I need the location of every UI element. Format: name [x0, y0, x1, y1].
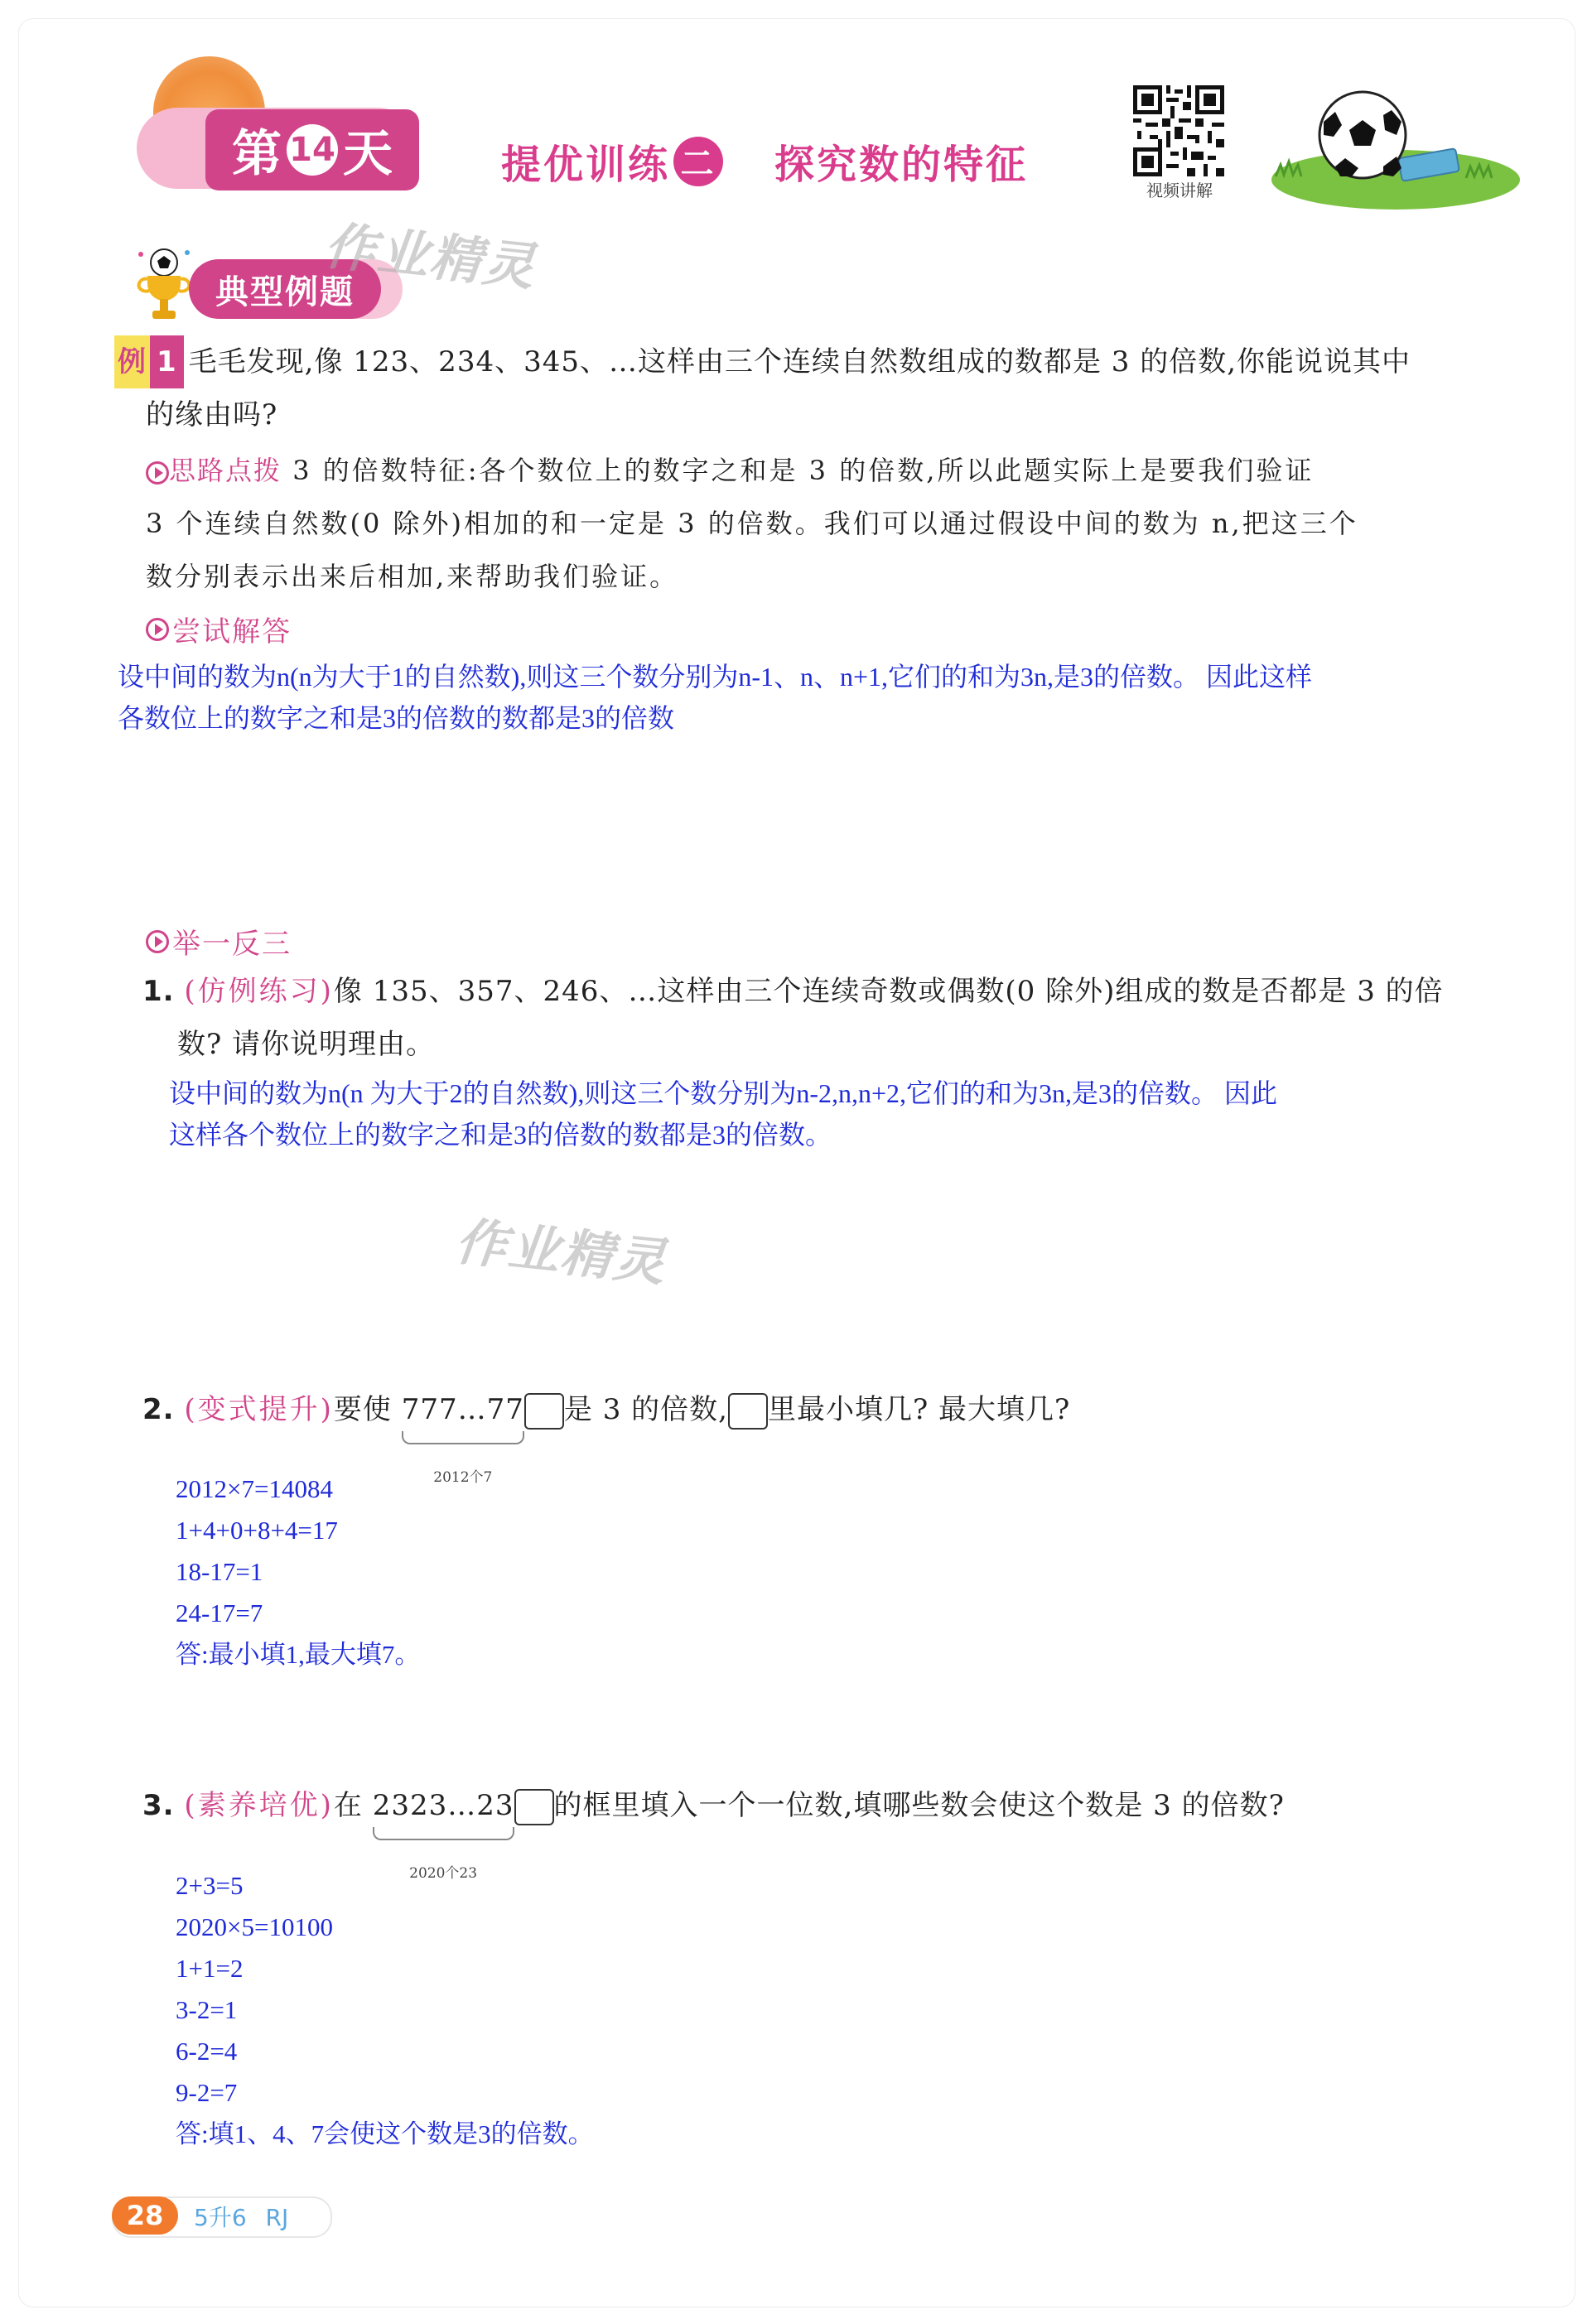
question-2-answer-line-2: 1+4+0+8+4=17: [176, 1516, 338, 1545]
example-answer-line1: 设中间的数为n(n为大于1的自然数),则这三个数分别为n-1、n、n+1,它们的和为3n,是3的倍数。 因此这样: [118, 662, 1313, 692]
hint-play-icon: [146, 461, 169, 485]
example-question-text1: 毛毛发现,像 123、234、345、…这样由三个连续自然数组成的数都是 3 的倍数,你能说说其中: [188, 345, 1411, 378]
practice-heading: [146, 921, 292, 962]
question-1-answer-line2: 这样各个数位上的数字之和是3的倍数的数都是3的倍数。: [169, 1120, 832, 1150]
question-1-text2: 数? 请你说明理由。: [177, 1028, 436, 1061]
hint-text2: 3 个连续自然数(0 除外)相加的和一定是 3 的倍数。我们可以通过假设中间的数为 n,把这三个: [146, 508, 1358, 539]
question-3: [142, 1779, 1501, 1882]
hint-label: 思路点拨: [169, 455, 282, 486]
question-3-brace-label: 2020个23: [409, 1865, 478, 1882]
example-question: [114, 335, 1498, 441]
try-heading: [146, 609, 292, 649]
question-3-number: 3.: [142, 1789, 175, 1822]
practice-label: 举一反三: [172, 928, 292, 961]
question-3-answer-line-7: 答:填1、4、7会使这个数是3的倍数。: [176, 2119, 594, 2148]
question-3-answer: [176, 1865, 594, 2155]
example-question-text2: 的缘由吗?: [146, 398, 278, 432]
example-question-line1: [114, 335, 1498, 388]
example-label: 例: [114, 335, 150, 388]
section-tag: 典型例题: [189, 259, 381, 319]
question-3-answer-line-3: 1+1=2: [176, 1954, 244, 1983]
practice-play-icon: [146, 930, 169, 953]
question-3-answer-line-5: 6-2=4: [176, 2037, 238, 2066]
example-answer: [118, 656, 1509, 739]
hint-text3: 数分别表示出来后相加,来帮助我们验证。: [146, 561, 679, 592]
watermark-2: 作业精灵: [452, 1210, 670, 1294]
question-2-answer-line-3: 18-17=1: [176, 1557, 263, 1586]
try-play-icon: [146, 618, 169, 641]
question-3-number-value: 2323…23: [372, 1789, 514, 1822]
question-2-answer-line-5: 答:最小填1,最大填7。: [176, 1640, 421, 1669]
footer-grade: [194, 2200, 288, 2233]
question-3-answer-line-1: 2+3=5: [176, 1871, 244, 1900]
question-1: [142, 965, 1501, 1071]
title-number: 二: [673, 137, 723, 186]
answer-box-reference: [728, 1393, 768, 1430]
example-number: 1: [150, 335, 184, 388]
hint-block: [146, 444, 1504, 603]
title-part1: 提优训练: [501, 142, 671, 188]
day-badge: [205, 109, 419, 190]
soccer-ball-grass-illustration: [1259, 87, 1524, 211]
day-prefix: 第: [232, 125, 282, 183]
question-2-answer: [176, 1468, 420, 1675]
question-1-line1: [142, 965, 1501, 1018]
qr-caption: 视频讲解: [1146, 181, 1213, 200]
watermark: 作业精灵: [321, 215, 539, 298]
answer-box[interactable]: [514, 1789, 554, 1825]
day-suffix: 天: [343, 125, 393, 183]
question-2-answer-line-4: 24-17=7: [176, 1598, 263, 1627]
answer-box[interactable]: [524, 1393, 564, 1430]
page-number: 28: [112, 2196, 178, 2235]
question-2-repeated-number: [401, 1383, 524, 1486]
question-1-number: 1.: [142, 975, 175, 1008]
grade-label: 5升6: [194, 2204, 247, 2231]
trophy-icon: [133, 244, 195, 327]
question-3-answer-line-2: 2020×5=10100: [176, 1912, 333, 1941]
try-label: 尝试解答: [172, 615, 292, 649]
question-2-number: 2.: [142, 1393, 175, 1426]
question-2-text-c: 里最小填几? 最大填几?: [767, 1393, 1071, 1426]
question-2-text-a: 要使: [333, 1393, 392, 1426]
question-1-text1: 像 135、357、246、…这样由三个连续奇数或偶数(0 除外)组成的数是否都是 3 的倍: [333, 975, 1444, 1008]
question-2-brace: [402, 1431, 524, 1444]
question-2-tag: (变式提升): [184, 1393, 334, 1426]
question-1-answer-line1: 设中间的数为n(n 为大于2的自然数),则这三个数分别为n-2,n,n+2,它们的和为3n,是3的倍数。 因此: [169, 1078, 1278, 1108]
question-3-tag: (素养培优): [184, 1789, 334, 1822]
question-2-text-b: 是 3 的倍数,: [563, 1393, 728, 1426]
question-2-brace-label: 2012个7: [433, 1469, 493, 1486]
question-2-answer-line-1: 2012×7=14084: [176, 1474, 333, 1503]
question-2-number-value: 777…77: [401, 1393, 524, 1426]
hint-text1: 3 的倍数特征:各个数位上的数字之和是 3 的倍数,所以此题实际上是要我们验证: [282, 455, 1315, 486]
page-title: [501, 133, 1028, 190]
question-3-answer-line-4: 3-2=1: [176, 1995, 238, 2024]
question-2: [142, 1383, 1501, 1486]
question-3-brace: [373, 1827, 514, 1840]
title-part2: 探究数的特征: [774, 142, 1029, 188]
question-1-tag: (仿例练习): [184, 975, 334, 1008]
question-1-answer: [169, 1073, 1511, 1155]
question-3-answer-line-6: 9-2=7: [176, 2078, 238, 2107]
hint-line1: [146, 444, 1504, 497]
edition-label: RJ: [265, 2204, 289, 2231]
question-3-repeated-number: [372, 1779, 514, 1882]
example-answer-line2: 各数位上的数字之和是3的倍数的数都是3的倍数: [118, 703, 675, 733]
qr-code-icon[interactable]: [1133, 85, 1224, 176]
question-3-text-a: 在: [333, 1789, 363, 1822]
question-3-text-b: 的框里填入一个一位数,填哪些数会使这个数是 3 的倍数?: [553, 1789, 1285, 1822]
day-number: 14: [287, 124, 338, 176]
